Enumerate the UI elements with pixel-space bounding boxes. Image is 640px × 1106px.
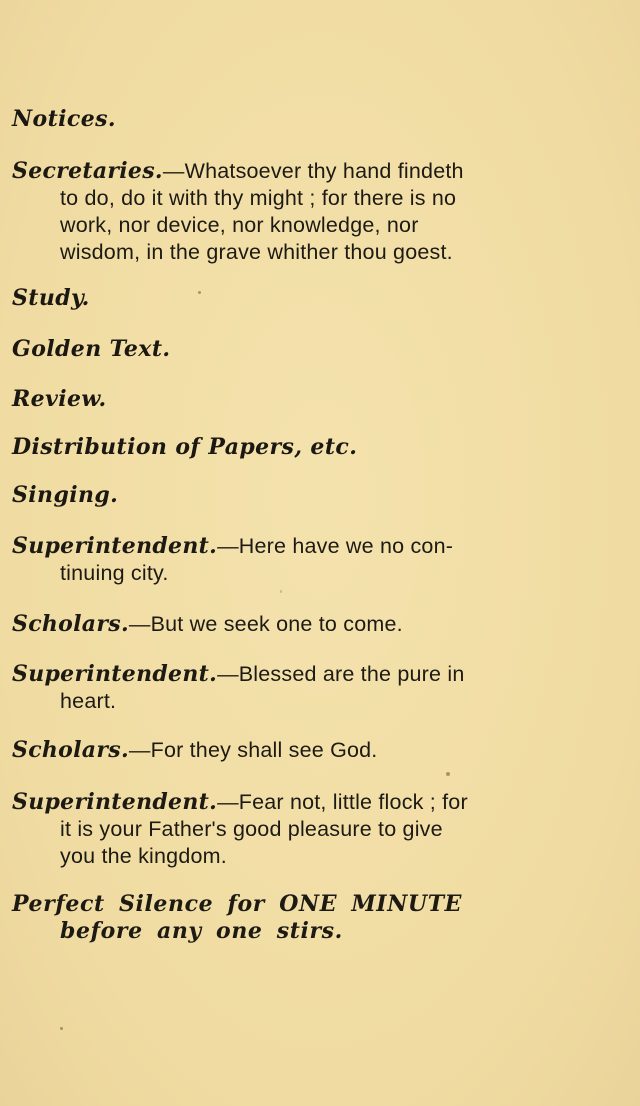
secretaries-paragraph [12,158,568,266]
heading-singing: Singing. [12,482,119,508]
superintendent-2-paragraph [12,661,568,715]
scholars-2-paragraph [12,737,568,764]
secretaries-line-2: to do, do it with thy might ; for there is no [60,186,457,210]
heading-notices: Notices. [12,106,116,132]
superintendent-1-text-1: —Here have we no con- [217,534,454,558]
page-speck [280,590,282,593]
page-speck [446,772,450,776]
superintendent-2-label: Superintendent. [12,661,218,687]
silence-instruction [12,891,568,945]
secretaries-text-1: —Whatsoever thy hand findeth [162,159,464,183]
superintendent-3-text-1: —Fear not, little flock ; for [217,790,468,814]
superintendent-3-paragraph [12,789,568,870]
superintendent-3-label: Superintendent. [12,789,218,815]
scholars-1-label: Scholars. [12,611,129,637]
superintendent-1-paragraph [12,533,568,587]
heading-distribution: Distribution of Papers, etc. [12,434,358,460]
page-speck [198,291,201,294]
secretaries-line-3: work, nor device, nor knowledge, nor [60,213,419,237]
scholars-2-label: Scholars. [12,737,129,763]
secretaries-label: Secretaries. [12,158,163,184]
superintendent-3-text-2: it is your Father's good pleasure to give [60,817,443,841]
heading-review: Review. [12,386,107,412]
scholars-1-text: —But we seek one to come. [128,612,403,636]
silence-line-2: before any one stirs. [60,918,343,944]
silence-line-1: Perfect Silence for ONE MINUTE [12,891,463,917]
scholars-2-text: —For they shall see God. [128,738,378,762]
superintendent-3-text-3: you the kingdom. [60,844,227,868]
superintendent-1-label: Superintendent. [12,533,218,559]
scholars-1-paragraph [12,611,568,638]
heading-golden-text: Golden Text. [12,336,171,362]
heading-study: Study. [12,285,90,311]
page-speck [60,1027,63,1030]
secretaries-line-1 [12,158,568,185]
superintendent-1-text-2: tinuing city. [60,561,169,585]
superintendent-2-text-2: heart. [60,689,117,713]
secretaries-line-4: wisdom, in the grave whither thou goest. [60,240,453,264]
superintendent-2-text-1: —Blessed are the pure in [217,662,465,686]
